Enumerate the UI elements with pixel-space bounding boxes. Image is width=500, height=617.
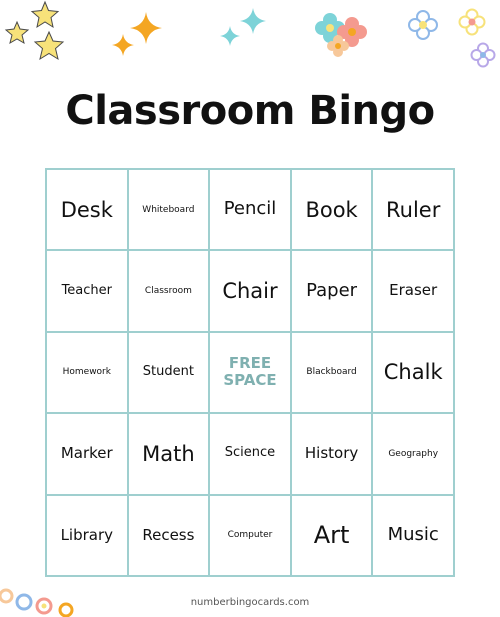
bingo-cell: Paper bbox=[291, 250, 373, 331]
page-title: Classroom Bingo bbox=[65, 88, 435, 134]
bingo-cell: Chalk bbox=[372, 332, 454, 413]
free-space-cell: FREE SPACE bbox=[209, 332, 291, 413]
bingo-cell: Homework bbox=[46, 332, 128, 413]
bingo-cell: Ruler bbox=[372, 169, 454, 250]
bingo-cell: Teacher bbox=[46, 250, 128, 331]
bingo-cell: Blackboard bbox=[291, 332, 373, 413]
bingo-cell: Science bbox=[209, 413, 291, 494]
bingo-cell: Geography bbox=[372, 413, 454, 494]
star-icon bbox=[30, 0, 60, 30]
flower-icon bbox=[312, 8, 372, 60]
bingo-cell: Library bbox=[46, 495, 128, 576]
sparkle-icon bbox=[110, 32, 136, 58]
bingo-cell: History bbox=[291, 413, 373, 494]
flower-icon bbox=[456, 6, 488, 38]
bingo-cell: Chair bbox=[209, 250, 291, 331]
sparkle-icon bbox=[218, 24, 242, 48]
bingo-cell: Marker bbox=[46, 413, 128, 494]
star-icon bbox=[4, 20, 30, 46]
bingo-cell: Eraser bbox=[372, 250, 454, 331]
sparkle-icon bbox=[238, 6, 268, 36]
bingo-cell: Student bbox=[128, 332, 210, 413]
bingo-grid bbox=[45, 168, 455, 577]
bingo-cell: Pencil bbox=[209, 169, 291, 250]
bingo-cell: Computer bbox=[209, 495, 291, 576]
flower-icon bbox=[406, 8, 440, 42]
bingo-cell: Classroom bbox=[128, 250, 210, 331]
bingo-cell: Book bbox=[291, 169, 373, 250]
flower-icon bbox=[468, 40, 498, 70]
star-icon bbox=[33, 30, 65, 62]
bingo-cell: Math bbox=[128, 413, 210, 494]
bingo-cell: Recess bbox=[128, 495, 210, 576]
footer-credit: numberbingocards.com bbox=[190, 597, 310, 608]
bingo-cell: Art bbox=[291, 495, 373, 576]
bingo-cell: Whiteboard bbox=[128, 169, 210, 250]
bingo-cell: Music bbox=[372, 495, 454, 576]
bingo-cell: Desk bbox=[46, 169, 128, 250]
